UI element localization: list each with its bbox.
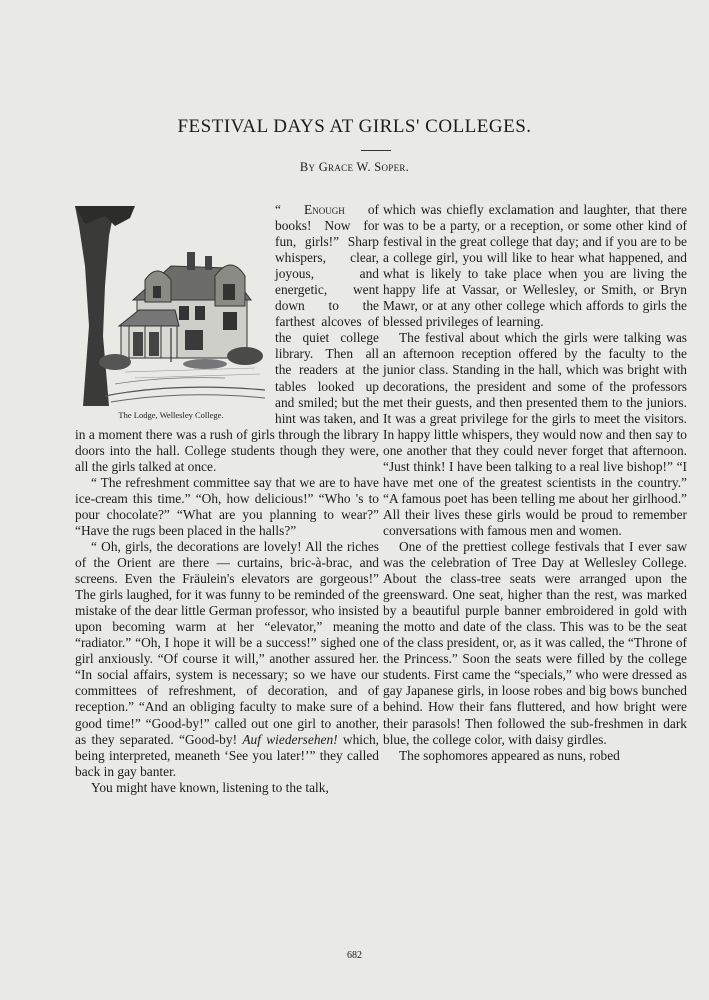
right-paragraph-2: The festival about which the girls were talking was an afternoon reception offered by the faculty to the junior class. Standing in the hall, which was bright with decorations, the president and some of the professors met their guests, and then presented them to the juniors. It was a great privilege for the girls to meet the visitors. In happy little whispers, they would now and then say to one another that they could never forget that afternoon. “Just think! I have been talking to a real live bishop!” “I have met one of the greatest scientists in the country.” “A famous poet has been telling me about her girlhood.” All their lives these girls would be proud to remember conversations with famous men and women. — [383, 330, 687, 538]
title-rule — [361, 150, 391, 151]
right-paragraph-1: which was chiefly exclamation and laughter, that there was to be a party, or a reception, or some other kind of festival in the great college that day; and if you are to be a college girl, you will like to hear what happened, and what is likely to take place when you are living the happy life at Vassar, or Wellesley, or Smith, or Bryn Mawr, or at any other college which affords to girls the blessed privileges of learning. — [383, 202, 687, 330]
right-paragraph-4: The sophomores appeared as nuns, robed — [399, 747, 620, 763]
lodge-engraving — [75, 206, 267, 408]
left-paragraph-3 — [75, 539, 379, 780]
figure-caption: The Lodge, Wellesley College. — [118, 410, 224, 420]
left-paragraph-2: “ The refreshment committee say that we are to have ice-cream this time.” “Oh, how delicious!” “Who 's to pour chocolate?” “What are you planning to wear?” “Have the rugs been placed in the halls?” — [75, 474, 379, 538]
drop-lead: “ Enough — [275, 202, 345, 217]
right-paragraph-3: One of the prettiest college festivals that I ever saw was the celebration of Tree Day at Wellesley College. About the class-tree seats were arranged upon the greensward. One seat, higher than the rest, was marked by a beautiful purple banner embroidered in gold with the motto and date of the class. This was to be the seat of the class president, or, as it was called, the “Throne of the Princess.” Soon the seats were filled by the college students. First came the “specials,” who were dressed as gay Japanese girls, in loose robes and big bows bunched behind. How their fans fluttered, and how bright were their parasols! Then followed the sub-freshmen in dark blue, the college color, with daisy girdles. — [383, 538, 687, 747]
right-column — [383, 202, 687, 764]
left-paragraph-3-a: “ Oh, girls, the decorations are lovely! All the riches of the Orient are there — curtains, bric-à-brac, and screens. Even the Fräulein's elevators are gorgeous!” The girls laughed, for it was funny to be reminded of the mistake of the dear little German professor, who insisted upon becoming warm at her “elevator,” meaning “radiator.” “Oh, I hope it will be a success!” sighed one girl anxiously. “Of course it will,” another assured her. “In social affairs, system is necessary; so we have our committees of refreshment, of decoration, and of reception.” “And an obliging faculty to make sure of a good time!” “Good-by!” called out one girl to another, as they separated. “Good-by! — [75, 538, 379, 747]
article-title: FESTIVAL DAYS AT GIRLS' COLLEGES. — [177, 116, 532, 137]
left-paragraph-3-b: which, being interpreted, meaneth ‘See you later!’” they called back in gay banter. — [75, 731, 379, 779]
page-number: 682 — [347, 950, 362, 961]
left-paragraph-3-italic: Auf wiedersehen! — [242, 731, 338, 747]
left-paragraph-1-text: of books! Now for fun, girls!” Sharp whispers, clear, joyous, and energetic, went down to the farthest alcoves of the quiet college library. Then all the readers at the tables looked up and smiled; but the hint was taken, and in a moment there was a rush of girls through the library doors into the hall. College students though they were, all the girls talked at once. — [75, 202, 379, 474]
left-column — [75, 202, 379, 796]
lodge-illustration — [75, 206, 267, 420]
article-byline: By Grace W. Soper. — [299, 160, 410, 174]
left-paragraph-4: You might have known, listening to the talk, — [91, 779, 329, 795]
